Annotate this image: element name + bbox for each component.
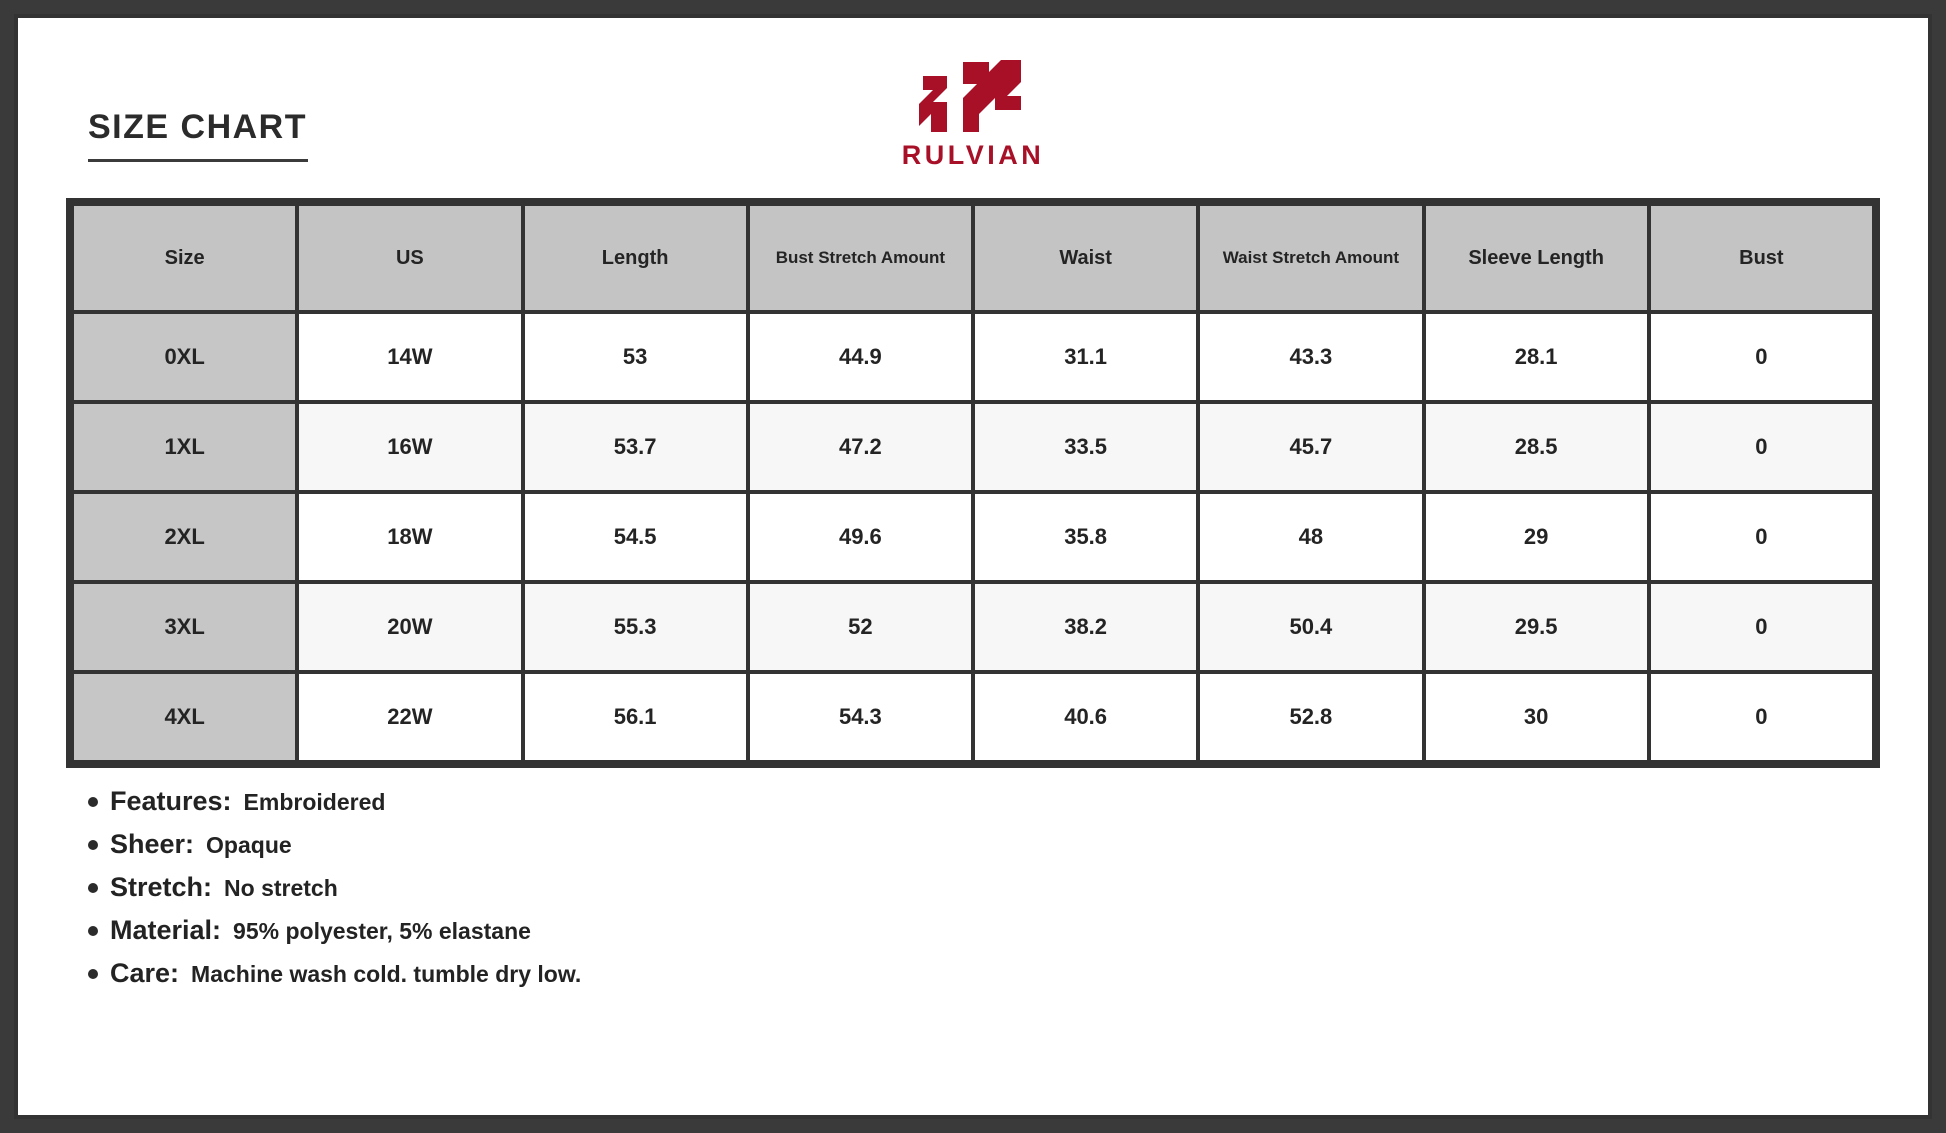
cell-us: 22W: [299, 674, 520, 760]
table-row: [74, 584, 1872, 670]
cell-bust-stretch: 47.2: [750, 404, 971, 490]
size-chart-table: [66, 198, 1880, 768]
title-block: [88, 108, 308, 162]
detail-label: Sheer:: [110, 829, 195, 859]
size-chart-sheet: [14, 14, 1932, 1119]
cell-size: 1XL: [74, 404, 295, 490]
cell-sleeve-length: 28.1: [1426, 314, 1647, 400]
column-header-bust: Bust: [1651, 206, 1872, 310]
cell-bust-stretch: 54.3: [750, 674, 971, 760]
cell-waist-stretch: 45.7: [1200, 404, 1421, 490]
detail-label: Features:: [110, 786, 232, 816]
table-body: [74, 314, 1872, 760]
detail-value: 95% polyester, 5% elastane: [233, 918, 531, 944]
page-title: SIZE CHART: [88, 108, 307, 146]
detail-label: Stretch:: [110, 872, 213, 902]
column-header-size: Size: [74, 206, 295, 310]
column-header-us: US: [299, 206, 520, 310]
cell-sleeve-length: 30: [1426, 674, 1647, 760]
cell-waist: 31.1: [975, 314, 1196, 400]
cell-waist-stretch: 50.4: [1200, 584, 1421, 670]
column-header-waist-stretch-amount: Waist Stretch Amount: [1200, 206, 1421, 310]
table-header-row-group: [74, 206, 1872, 310]
cell-waist-stretch: 43.3: [1200, 314, 1421, 400]
cell-bust: 0: [1651, 674, 1872, 760]
cell-size: 2XL: [74, 494, 295, 580]
column-header-length: Length: [525, 206, 746, 310]
cell-waist-stretch: 52.8: [1200, 674, 1421, 760]
cell-length: 53: [525, 314, 746, 400]
detail-label: Material:: [110, 915, 222, 945]
product-details-list: [66, 786, 1880, 989]
detail-value: Machine wash cold. tumble dry low.: [191, 961, 582, 987]
cell-waist-stretch: 48: [1200, 494, 1421, 580]
cell-waist: 40.6: [975, 674, 1196, 760]
column-header-sleeve-length: Sleeve Length: [1426, 206, 1647, 310]
cell-size: 3XL: [74, 584, 295, 670]
cell-length: 54.5: [525, 494, 746, 580]
cell-us: 20W: [299, 584, 520, 670]
cell-sleeve-length: 29: [1426, 494, 1647, 580]
bullet-dot-icon: [88, 883, 98, 893]
cell-size: 0XL: [74, 314, 295, 400]
bullet-dot-icon: [88, 840, 98, 850]
cell-bust-stretch: 44.9: [750, 314, 971, 400]
detail-value: Opaque: [206, 832, 292, 858]
cell-sleeve-length: 29.5: [1426, 584, 1647, 670]
cell-size: 4XL: [74, 674, 295, 760]
cell-length: 53.7: [525, 404, 746, 490]
brand-block: [823, 58, 1123, 171]
cell-bust: 0: [1651, 494, 1872, 580]
list-item: [88, 958, 1880, 989]
detail-label: Care:: [110, 958, 180, 988]
detail-value: Embroidered: [243, 789, 386, 815]
sheet-header: [66, 58, 1880, 198]
table-row: [74, 314, 1872, 400]
table-row: [74, 404, 1872, 490]
table-header-row: [74, 206, 1872, 310]
column-header-waist: Waist: [975, 206, 1196, 310]
table-row: [74, 494, 1872, 580]
list-item: [88, 786, 1880, 817]
cell-bust: 0: [1651, 404, 1872, 490]
detail-value: No stretch: [224, 875, 338, 901]
list-item: [88, 829, 1880, 860]
title-underline-divider: [88, 159, 308, 162]
cell-length: 55.3: [525, 584, 746, 670]
cell-bust: 0: [1651, 584, 1872, 670]
brand-name: RULVIAN: [901, 140, 1045, 170]
table-row: [74, 674, 1872, 760]
cell-sleeve-length: 28.5: [1426, 404, 1647, 490]
bullet-dot-icon: [88, 969, 98, 979]
list-item: [88, 872, 1880, 903]
cell-waist: 38.2: [975, 584, 1196, 670]
cell-us: 18W: [299, 494, 520, 580]
cell-bust-stretch: 52: [750, 584, 971, 670]
cell-waist: 33.5: [975, 404, 1196, 490]
cell-us: 14W: [299, 314, 520, 400]
cell-bust-stretch: 49.6: [750, 494, 971, 580]
column-header-bust-stretch-amount: Bust Stretch Amount: [750, 206, 971, 310]
bullet-dot-icon: [88, 797, 98, 807]
rulvian-r-monogram-icon: [823, 58, 1123, 136]
cell-length: 56.1: [525, 674, 746, 760]
cell-bust: 0: [1651, 314, 1872, 400]
cell-waist: 35.8: [975, 494, 1196, 580]
cell-us: 16W: [299, 404, 520, 490]
bullet-dot-icon: [88, 926, 98, 936]
list-item: [88, 915, 1880, 946]
